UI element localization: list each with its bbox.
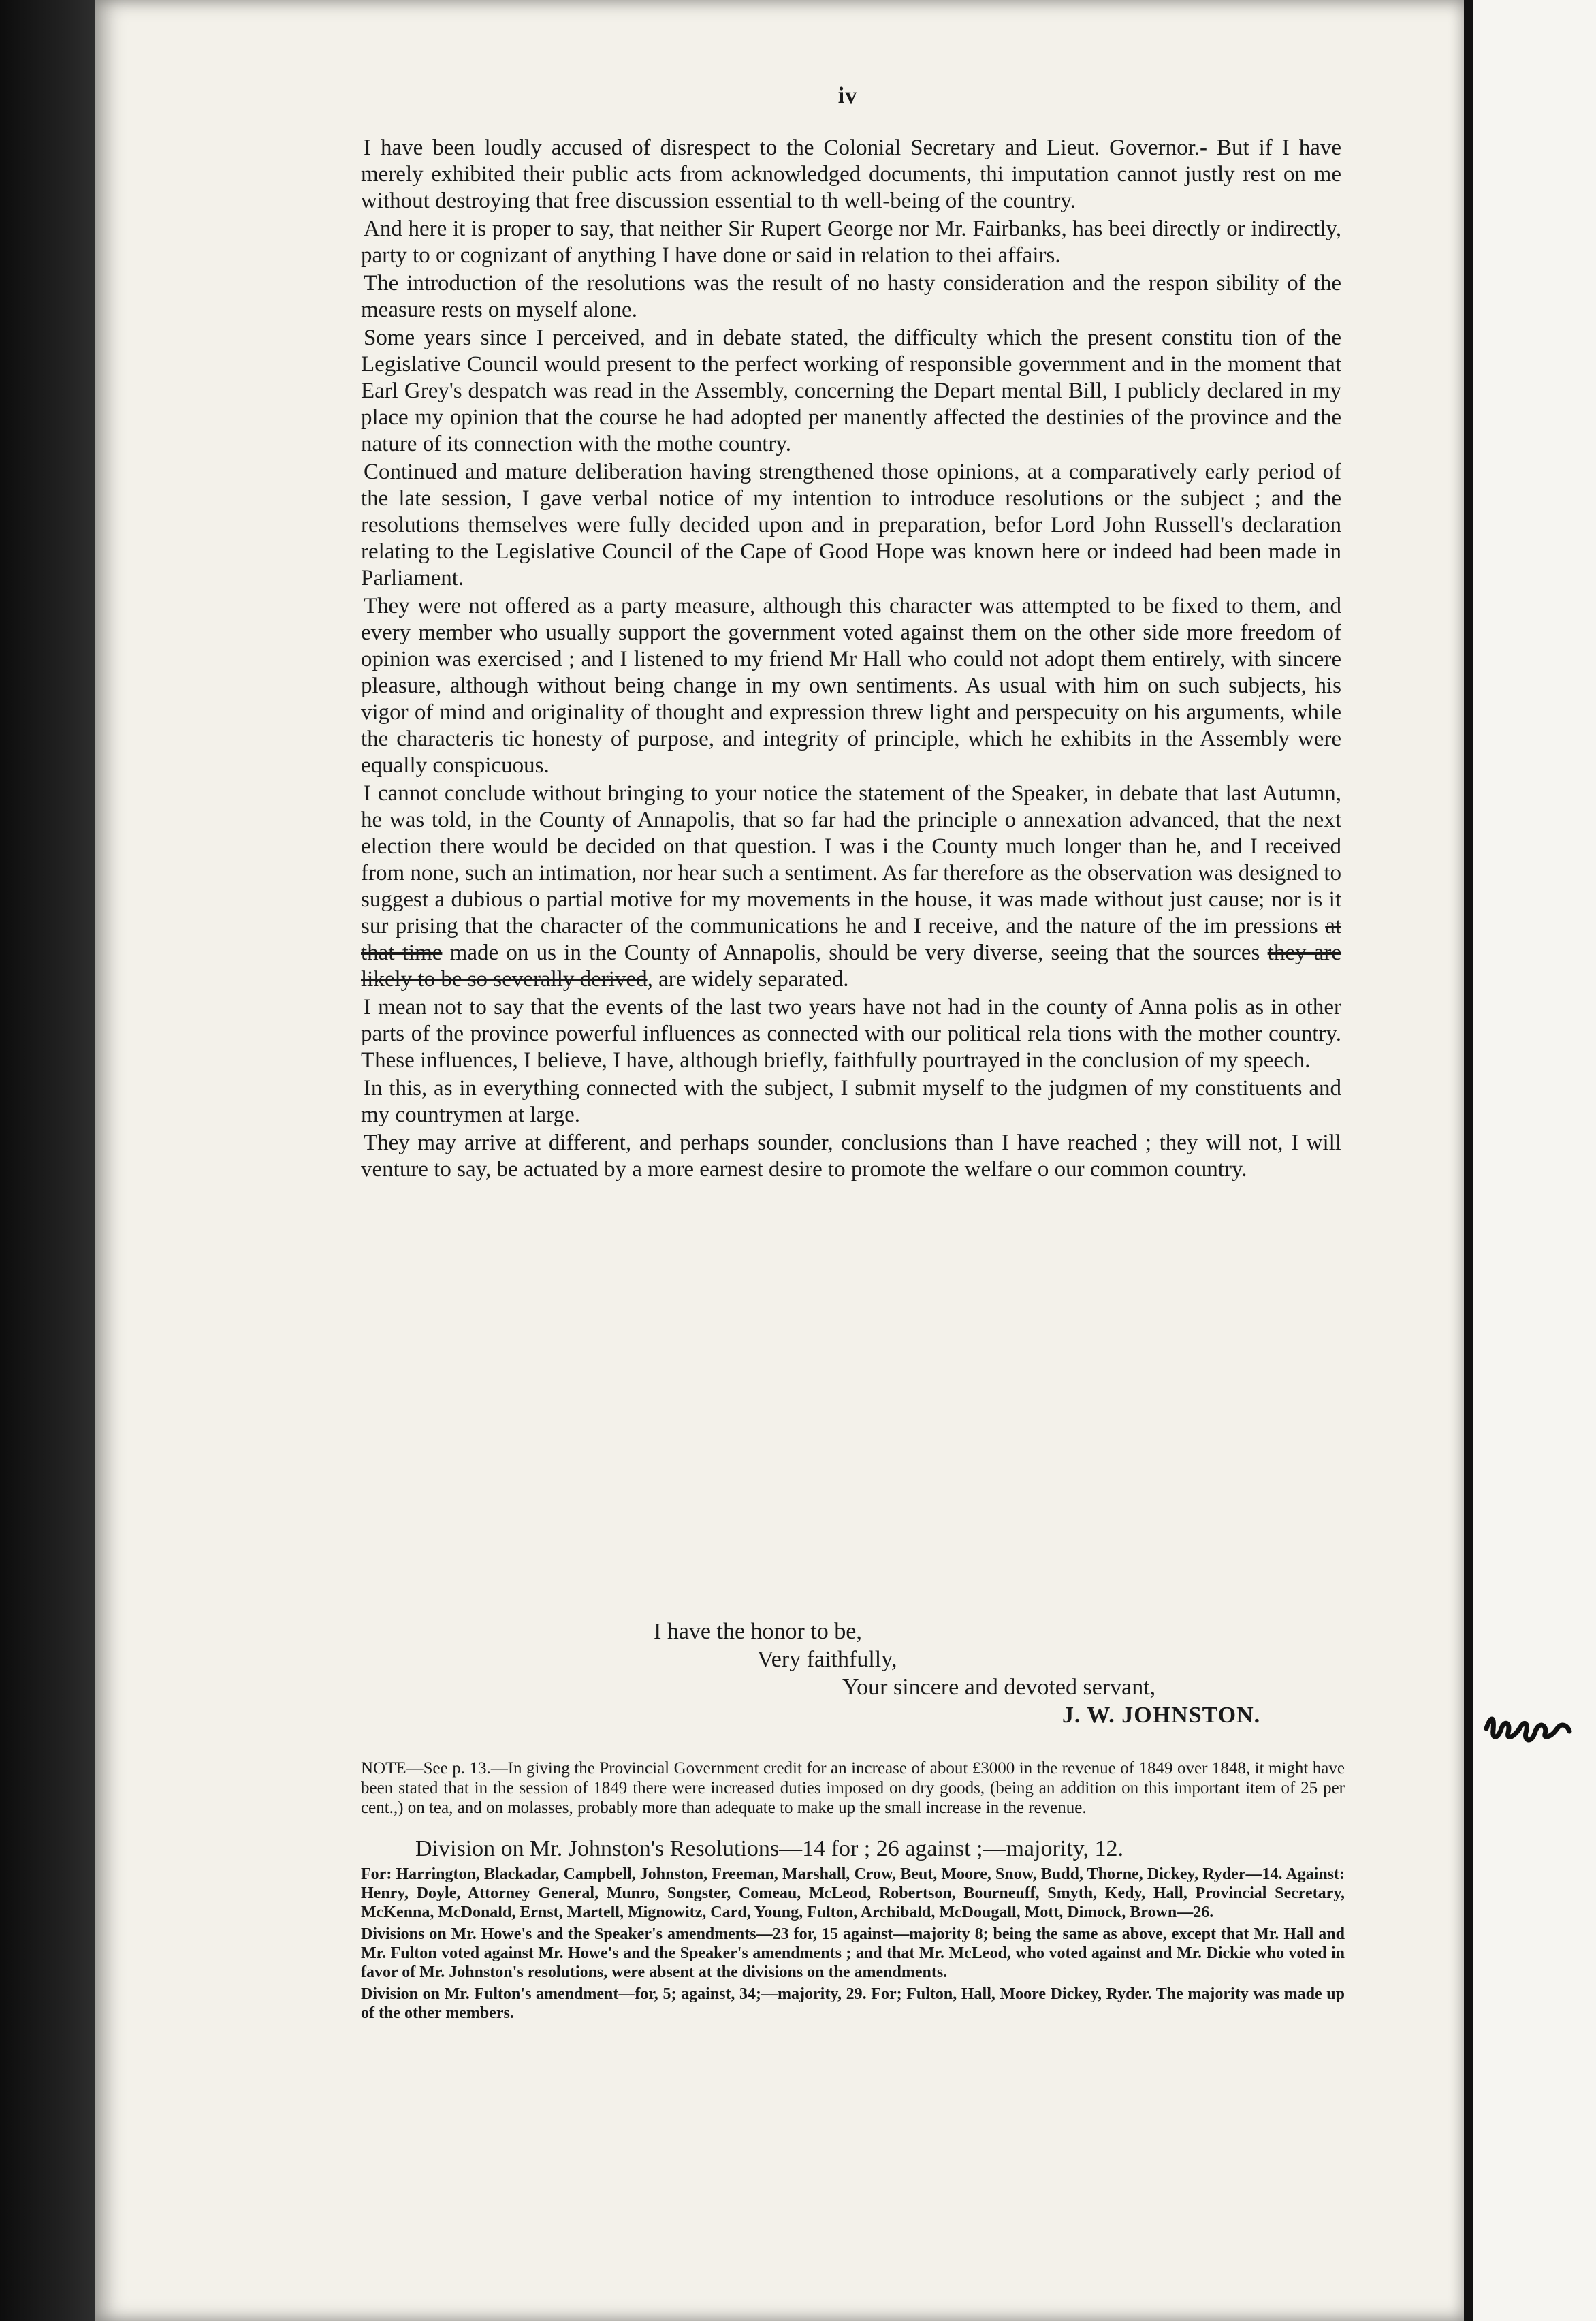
paragraph-8: I mean not to say that the events of the last two years have not had in the county of Anna polis as in other parts of the province powerful influences as connected with our political rela tions with the mother country. These influences, I believe, I have, although briefly, faithfully pourtrayed in the conclusion of my speech.: [361, 995, 1341, 1073]
paragraph-1: I have been loudly accused of disrespect to the Colonial Secretary and Lieut. Governor.- But if I have merely exhibited their public acts from acknowledged documents, thi imputation cannot justly rest on me without destroying that free discussion essential to th well-being of the country.: [361, 136, 1341, 213]
vote-record: Division on Mr. Fulton's amendment—for, 5; against, 34;—majority, 29. For; Fulton, Hall, Moore Dickey, Ryder. The majority was made up of the other members.: [361, 1985, 1345, 2022]
paragraph-2: And here it is proper to say, that neither Sir Rupert George nor Mr. Fairbanks, has beei directly or indirectly, party to or cognizant of anything I have done or said in relation to thei affairs.: [361, 217, 1341, 268]
struck-text-2: they are likely to be so severally derived: [361, 941, 1342, 992]
footnote: NOTE—See p. 13.—In giving the Provincial Government credit for an increase of about £3000 in the revenue of 1849 over 1848, it might have been stated that in the session of 1849 there were increased duties imposed on dry goods, (being an addition on this important item of 25 per cent.,) on tea, and on molasses, probably more than adequate to make up the small increase in the revenue.: [361, 1759, 1345, 1817]
letter-closing: [654, 1617, 1348, 1729]
closing-line-1: I have the honor to be,: [654, 1619, 862, 1644]
vote-record: For: Harrington, Blackadar, Campbell, Johnston, Freeman, Marshall, Crow, Beut, Moore, Snow, Budd, Thorne, Dickey, Ryder—14. Against: Henry, Doyle, Attorney General, Munro, Songster, Comeau, McLeod, Robertson, Bourneuff, Smyth, Kedy, Hall, Provincial Secretary, McKenna, McDonald, Ernst, Martell, Mignowitz, Card, Young, Fulton, Archibald, McDougall, Mott, Dimock, Brown—26.: [361, 1865, 1345, 1921]
vote-record: Divisions on Mr. Howe's and the Speaker's amendments—23 for, 15 against—majority 8; being the same as above, except that Mr. Hall and Mr. Fulton voted against Mr. Howe's and the Speaker's amendments ; and that Mr. McLeod, who voted against and Mr. Dickie who voted in favor of Mr. Johnston's resolutions, were absent at the divisions on the amendments.: [361, 1925, 1345, 1981]
right-margin: [1473, 0, 1596, 2321]
margin-handwriting: [1481, 1703, 1583, 1750]
division-heading: Division on Mr. Johnston's Resolutions—14 for ; 26 against ;—majority, 12.: [415, 1836, 1123, 1861]
closing-line-2: Very faithfully,: [757, 1647, 897, 1672]
struck-text-1: at that time: [361, 914, 1342, 965]
paragraph-10: They may arrive at different, and perhaps sounder, conclusions than I have reached ; they will not, I will venture to say, be actuated by a more earnest desire to promote the welfare o our common country.: [361, 1131, 1341, 1182]
scan-left-border: [0, 0, 95, 2321]
paragraph-9: In this, as in everything connected with the subject, I submit myself to the judgmen of my constituents and my countrymen at large.: [361, 1076, 1341, 1127]
paragraph-5: Continued and mature deliberation having strengthened those opinions, at a comparatively early period of the late session, I gave verbal notice of my intention to introduce resolutions or the subject ; and the resolutions themselves were fully decided upon and in preparation, befor Lord John Russell's declaration relating to the Legislative Council of the Cape of Good Hope was known here or indeed had been made in Parliament.: [361, 460, 1341, 590]
signature: J. W. JOHNSTON.: [1062, 1703, 1261, 1728]
paragraph-4: Some years since I perceived, and in debate stated, the difficulty which the present constitu tion of the Legislative Council would present to the perfect working of responsible government and in the moment that Earl Grey's despatch was read in the Assembly, concerning the Depart mental Bill, I publicly declared in my place my opinion that the course he had adopted per manently affected the destinies of the province and the nature of its connection with the mothe country.: [361, 326, 1341, 456]
paragraph-3: The introduction of the resolutions was the result of no hasty consideration and the respon sibility of the measure rests on myself alone.: [361, 271, 1341, 322]
page-number: iv: [837, 83, 858, 108]
paragraph-7-start: I cannot conclude without bringing to your notice the statement of the Speaker, in debate that last Autumn, he was told, in the County of Annapolis, that so far had the principle o annexation advanced, that the next election there would be decided on that question. I was i the County much longer than he, and I received from none, such an intimation, nor hear such a sentiment. As far therefore as the observation was designed to suggest a dubious o partial motive for my movements in the house, it was made without just cause; nor is it sur prising that the character of the communications he and I receive, and the nature of the im pressions: [361, 781, 1341, 938]
paragraph-7: [361, 780, 1341, 993]
paragraph-7-end: , are widely separated.: [647, 967, 849, 992]
vote-records: [361, 1865, 1345, 2025]
paragraph-6: They were not offered as a party measure, although this character was attempted to be fixed to them, and every member who usually support the government voted against them on the other side more freedom of opinion was exercised ; and I listened to my friend Mr Hall who could not adopt them entirely, with sincere pleasure, although without being change in my own sentiments. As usual with him on such subjects, his vigor of mind and originality of thought and expression threw light and perspecuity on his arguments, while the characteris tic honesty of purpose, and integrity of principle, which he exhibits in the Assembly were equally conspicuous.: [361, 594, 1341, 778]
handwriting-scribble-icon: [1481, 1703, 1583, 1750]
closing-line-3: Your sincere and devoted servant,: [842, 1675, 1156, 1700]
paragraph-7-mid: made on us in the County of Annapolis, should be very diverse, seeing that the sources: [449, 941, 1260, 965]
letter-body: [361, 135, 1341, 1184]
scan-right-border: [1464, 0, 1473, 2321]
